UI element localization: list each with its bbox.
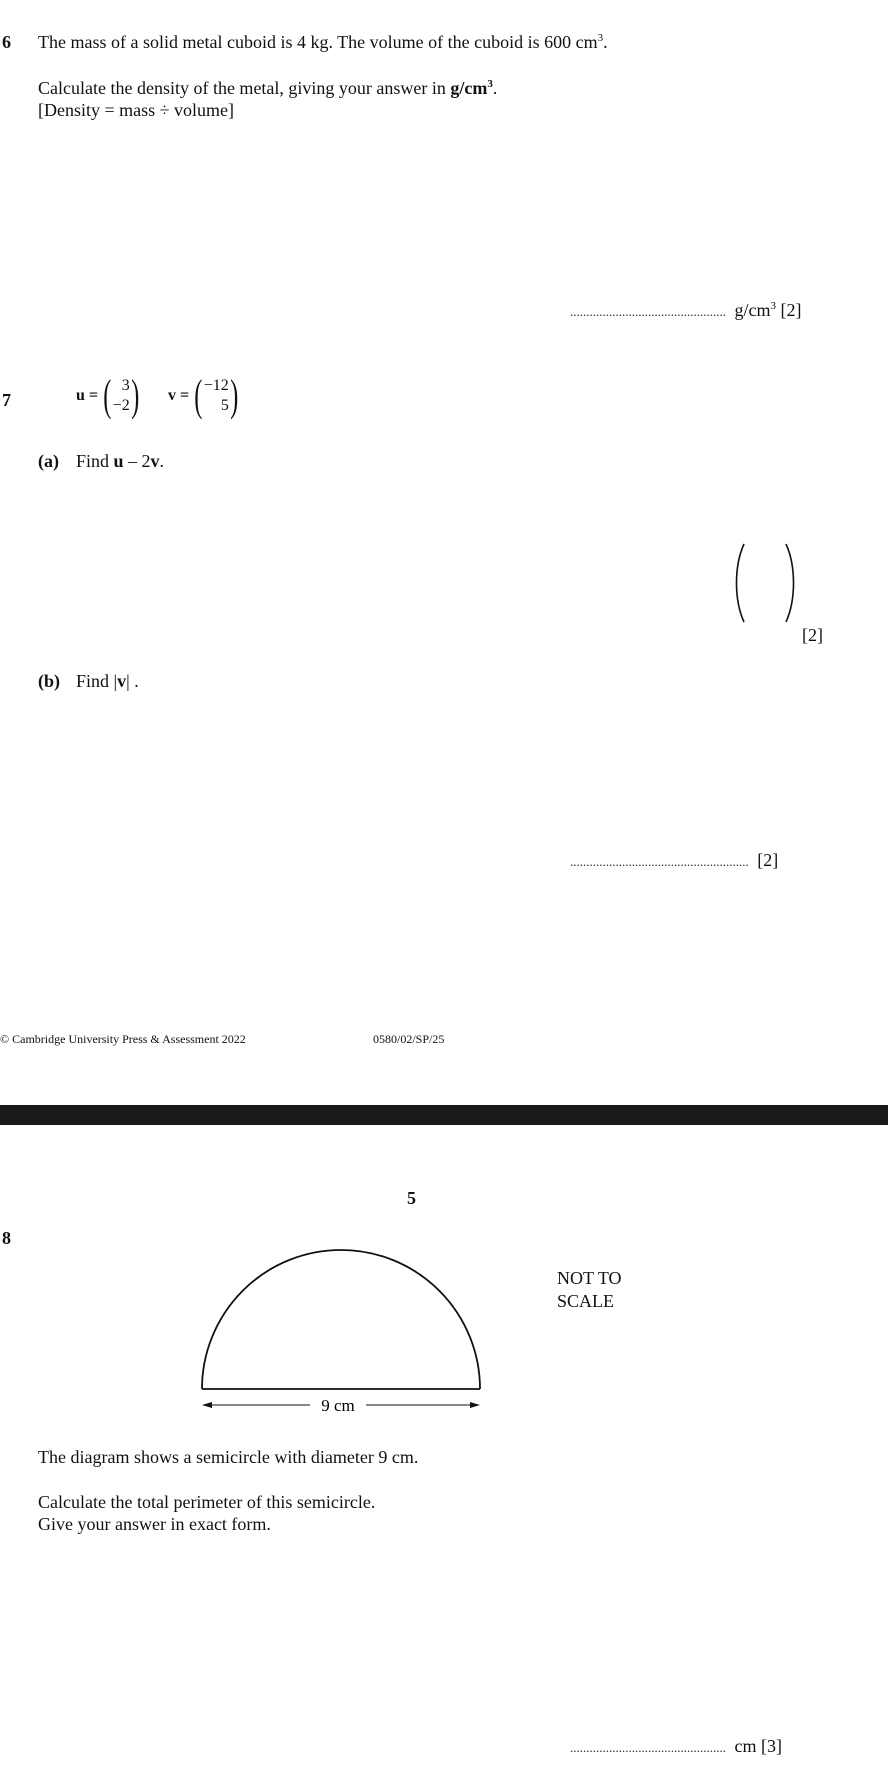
right-paren-icon: ): [131, 371, 140, 420]
part-b-question: Find |v| .: [76, 671, 139, 691]
question-7-number: 7: [2, 390, 11, 410]
question-6-instruction: Calculate the density of the metal, giving your answer in $g/cm^3$.: [38, 78, 498, 98]
question-8-number: 8: [2, 1228, 11, 1248]
vector-v-components: −12 5: [203, 377, 229, 414]
left-paren-icon: (: [103, 371, 112, 420]
part-a-question: Find u – 2v.: [76, 451, 165, 471]
vector-u: [76, 371, 142, 420]
part-b-label: (b): [38, 671, 60, 691]
not-to-scale-line-2: SCALE: [557, 1291, 615, 1311]
left-bracket-icon: [737, 544, 745, 622]
vector-v: [168, 371, 241, 420]
paper-code: 0580/02/SP/25: [373, 1032, 445, 1046]
answer-line[interactable]: ................................................: [570, 304, 726, 319]
vector-v-label: v =: [168, 387, 190, 404]
right-paren-icon: ): [230, 371, 239, 420]
copyright-notice: © Cambridge University Press & Assessment 2022: [0, 1032, 246, 1046]
question-8-answer-row: [570, 1736, 782, 1757]
page-number: 5: [407, 1188, 416, 1208]
page-separator: [0, 1105, 888, 1125]
vector-u-label: u =: [76, 387, 99, 404]
question-8-text-1: The diagram shows a semicircle with diameter 9 cm.: [38, 1447, 419, 1467]
not-to-scale-line-1: NOT TO: [557, 1268, 622, 1288]
semicircle-diagram: [196, 1245, 496, 1420]
right-bracket-icon: [786, 544, 794, 622]
part-b-answer-row: [570, 850, 778, 871]
diameter-label: 9 cm: [321, 1396, 355, 1415]
answer-line[interactable]: ................................................: [570, 1740, 726, 1755]
answer-unit: $g/cm^3$: [734, 300, 776, 320]
question-8-text-3: Give your answer in exact form.: [38, 1514, 271, 1534]
arrowhead-left-icon: [202, 1402, 212, 1408]
density-formula: [Density = mass ÷ volume]: [38, 100, 235, 120]
marks: [2]: [757, 850, 779, 870]
question-8-text-2: Calculate the total perimeter of this semicircle.: [38, 1492, 376, 1512]
marks: [3]: [761, 1736, 782, 1756]
question-6-statement: The mass of a solid metal cuboid is 4 kg. The volume of the cuboid is 600 $cm^3$.: [38, 32, 608, 52]
semicircle-arc: [202, 1250, 480, 1389]
question-6-number: 6: [2, 32, 11, 52]
arrowhead-right-icon: [470, 1402, 480, 1408]
part-a-label: (a): [38, 451, 59, 471]
question-6-answer-row: [570, 300, 802, 321]
left-paren-icon: (: [194, 371, 203, 420]
answer-line[interactable]: .......................................................: [570, 854, 749, 869]
vector-u-components: 3 −2: [112, 377, 130, 414]
marks: [2]: [780, 300, 802, 320]
answer-unit: cm: [734, 1736, 757, 1756]
vector-answer-brackets[interactable]: [730, 540, 800, 626]
part-a-marks: [2]: [802, 625, 823, 645]
